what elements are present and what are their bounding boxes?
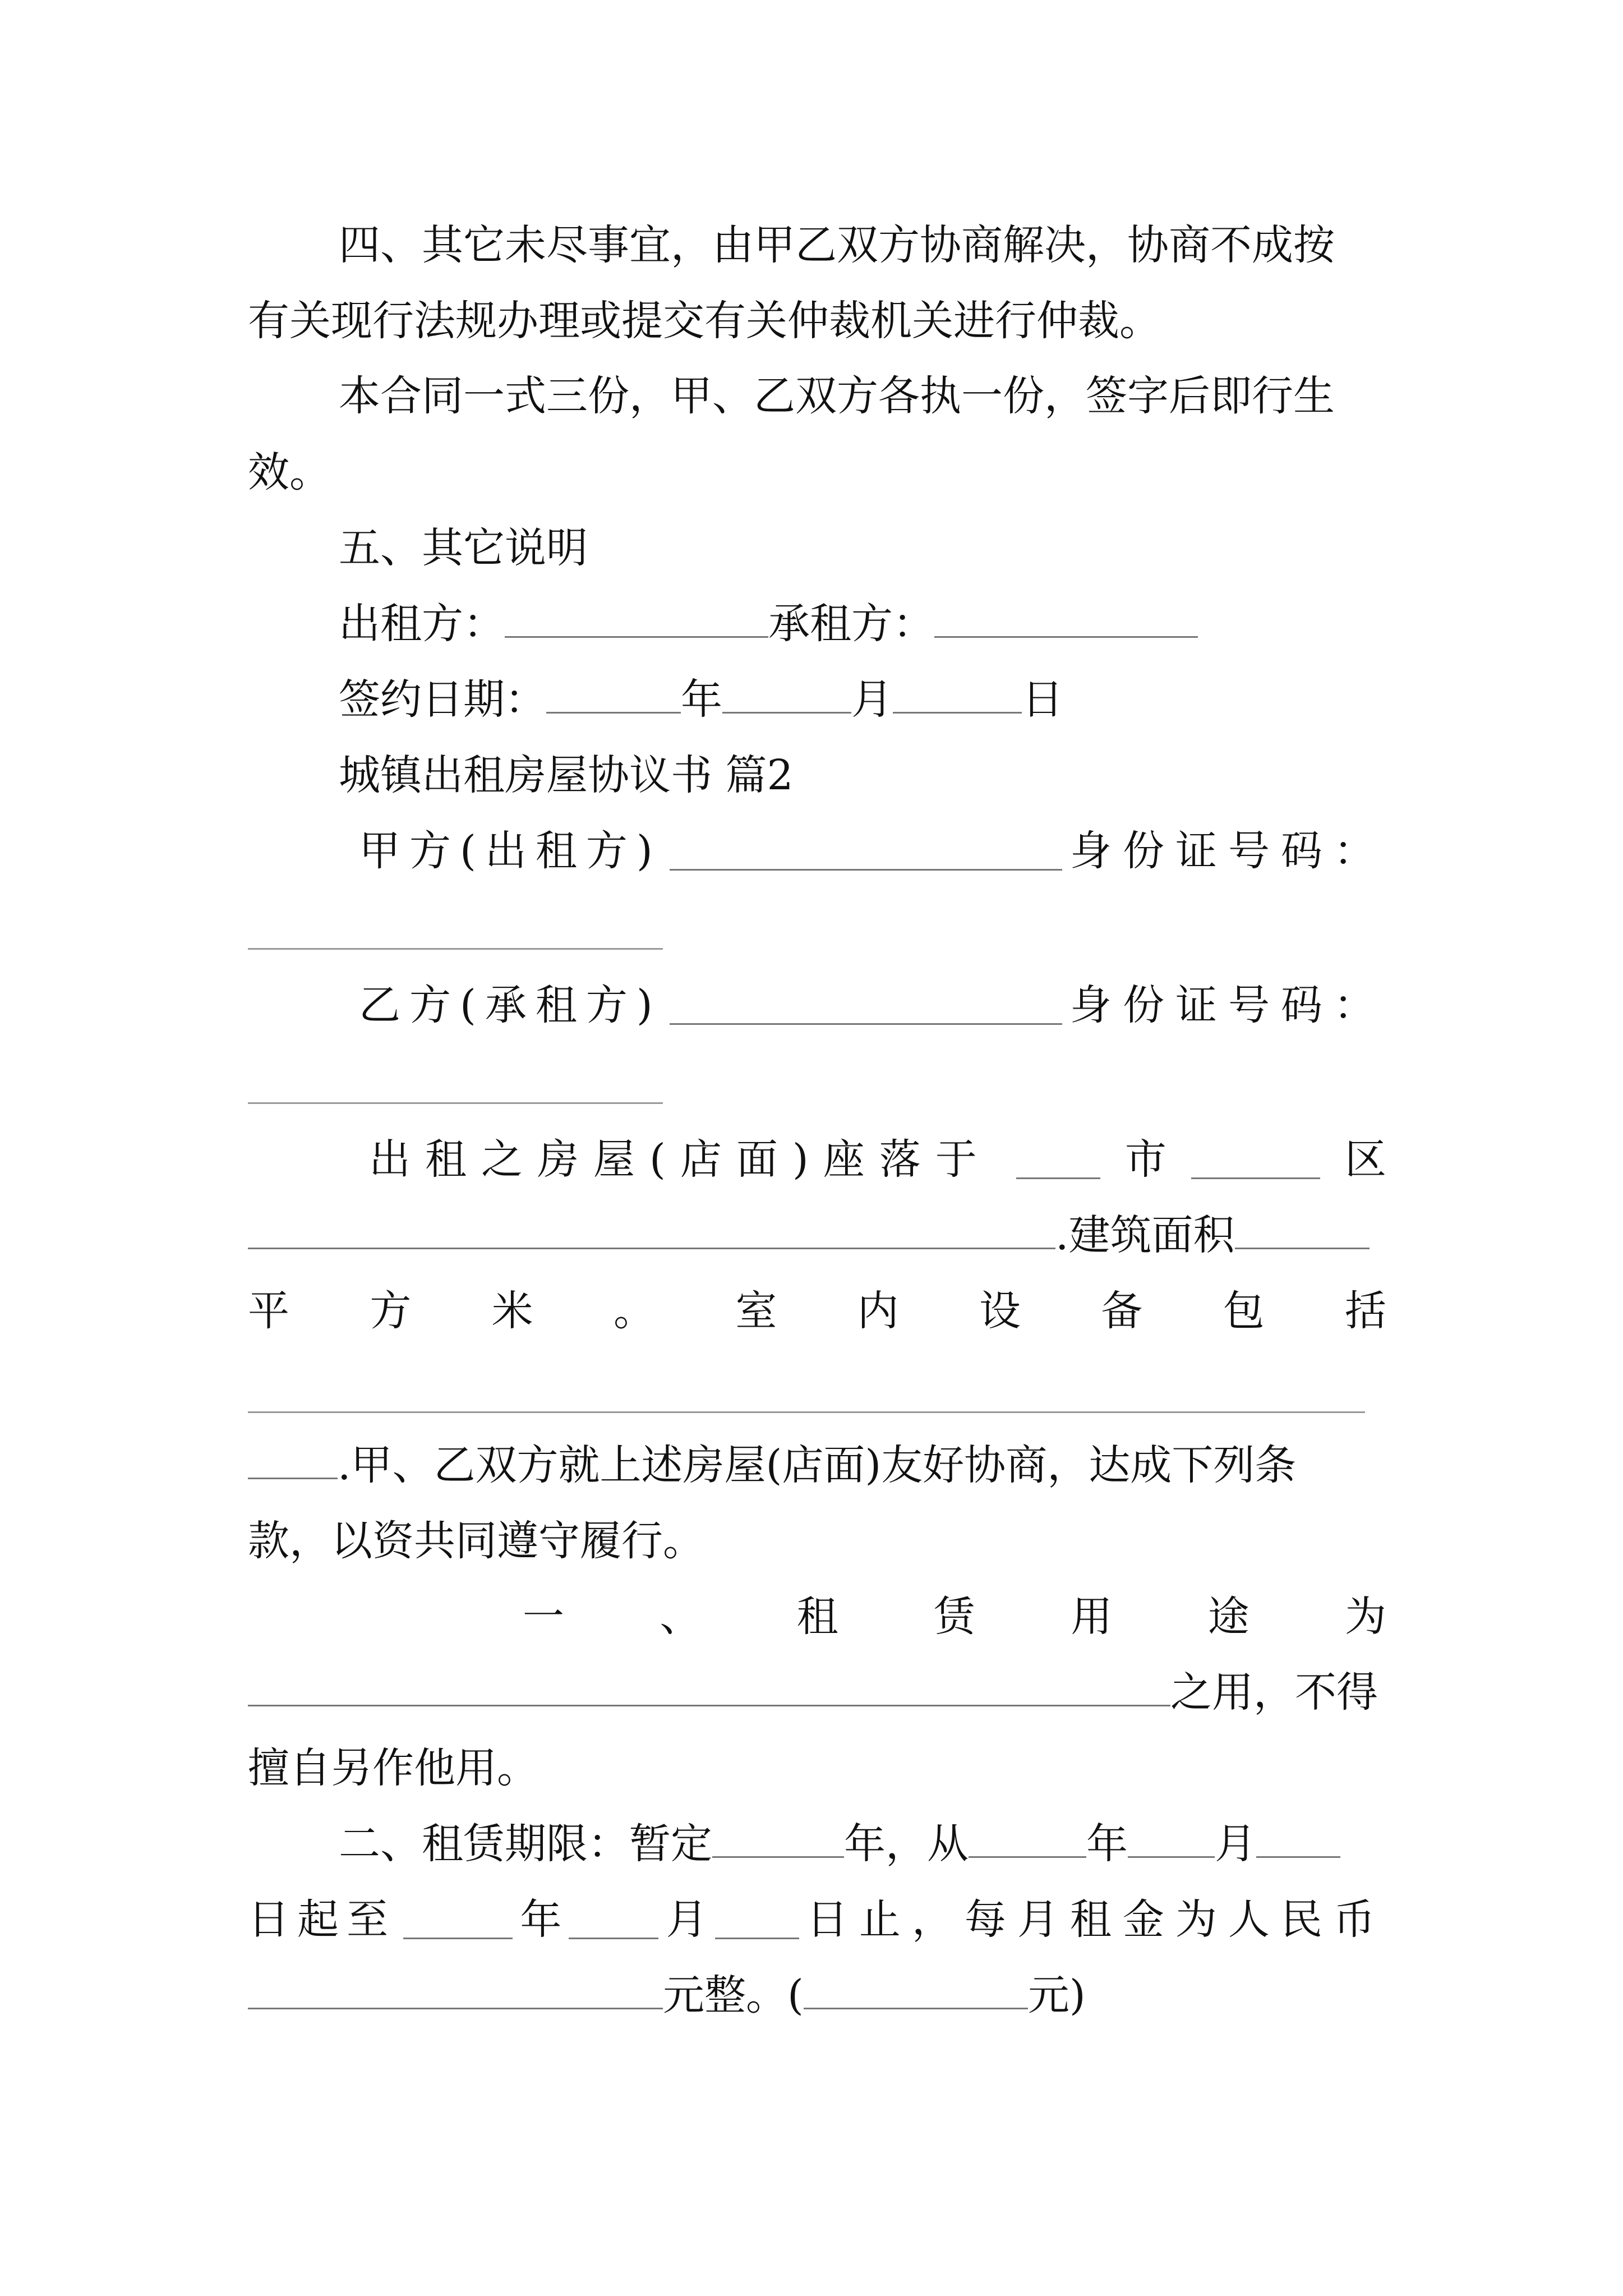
text-char: 用 (1071, 1593, 1113, 1641)
party-a-label: 甲方(出租方) (359, 827, 662, 875)
start-month-blank[interactable] (1128, 1819, 1215, 1858)
text-char: 途 (1207, 1593, 1249, 1641)
usage-text: 之用，不得 (1170, 1668, 1378, 1717)
text-char: 为 (1344, 1593, 1386, 1641)
section-title: 城镇出租房屋协议书 篇2 (339, 751, 794, 799)
text-char: 米 (491, 1287, 533, 1335)
text-char: 设 (979, 1287, 1021, 1335)
text-char: 一 (523, 1593, 564, 1641)
start-month-label: 月 (1215, 1820, 1256, 1868)
party-a-id-blank[interactable] (248, 948, 663, 950)
building-area-line (248, 1204, 1386, 1266)
term-from-label: 年，从 (844, 1820, 969, 1868)
signing-date-line (339, 669, 1386, 730)
text-char: 备 (1101, 1287, 1143, 1335)
party-b-id-label: 身份证号码： (1070, 981, 1386, 1029)
equipment-line (248, 1280, 1386, 1342)
city-label: 市 (1124, 1135, 1166, 1184)
text-char: 。 (613, 1287, 655, 1335)
city-blank[interactable] (1016, 1140, 1100, 1179)
text-char: 包 (1223, 1287, 1265, 1335)
party-a-line (359, 820, 1386, 882)
month-label: 月 (851, 675, 893, 724)
rent-digits-label: 元) (1027, 1971, 1086, 2019)
month-blank[interactable] (722, 675, 851, 714)
text-char: 租 (796, 1593, 838, 1641)
start-year-blank[interactable] (969, 1819, 1086, 1858)
negotiation-text: .甲、乙双方就上述房屋(店面)友好协商，达成下列条 (338, 1441, 1297, 1489)
lessor-label: 出租方： (339, 600, 505, 648)
clause-four-line-2: 有关现行法规办理或提交有关仲裁机关进行仲裁。 (248, 297, 1161, 345)
end-from-label: 日起至 (248, 1895, 396, 1944)
signing-date-label: 签约日期： (339, 675, 546, 724)
lease-term-label: 二、租赁期限：暂定 (339, 1820, 712, 1868)
text-char: 、 (660, 1593, 702, 1641)
lease-end-line (248, 1889, 1386, 1950)
party-b-id-blank[interactable] (248, 1102, 663, 1104)
building-area-label: .建筑面积 (1055, 1211, 1235, 1259)
clause-four-line-1: 四、其它未尽事宜，由甲乙双方协商解决，协商不成按 (339, 221, 1335, 269)
clause-five-heading: 五、其它说明 (339, 524, 588, 572)
negotiation-line (248, 1434, 1386, 1496)
monthly-rent-label: 日止，每月租金为人民币 (806, 1895, 1386, 1944)
area-blank[interactable] (1235, 1211, 1370, 1249)
day-label: 日 (1022, 675, 1063, 724)
end-year-blank[interactable] (403, 1901, 513, 1939)
rent-amount-line (248, 1964, 1386, 2026)
property-location-line (369, 1129, 1386, 1190)
lessee-blank[interactable] (934, 599, 1198, 638)
lease-term-line (339, 1813, 1386, 1875)
end-month-label: 月 (666, 1895, 708, 1944)
end-day-blank[interactable] (715, 1901, 799, 1939)
party-a-name-blank[interactable] (670, 832, 1062, 871)
lessee-label: 承租方： (768, 600, 934, 648)
copies-line-2: 效。 (248, 448, 331, 496)
clause-one-line (523, 1586, 1386, 1648)
copies-line-1: 本合同一式三份，甲、乙双方各执一份，签字后即行生 (339, 372, 1335, 420)
property-location-label: 出租之房屋(店面)座落于 (369, 1135, 992, 1184)
rent-words-label: 元整。( (663, 1971, 804, 2019)
lessor-blank[interactable] (505, 599, 768, 638)
end-year-label: 年 (520, 1895, 562, 1944)
party-a-id-label: 身份证号码： (1070, 827, 1386, 875)
start-day-blank[interactable] (1256, 1819, 1340, 1858)
year-blank[interactable] (546, 675, 681, 714)
equipment-tail-blank[interactable] (248, 1441, 338, 1479)
year-label: 年 (681, 675, 722, 724)
negotiation-line-2: 款，以资共同遵守履行。 (248, 1517, 704, 1565)
text-char: 赁 (933, 1593, 975, 1641)
start-year-label: 年 (1086, 1820, 1128, 1868)
party-b-name-blank[interactable] (670, 986, 1062, 1025)
text-char: 括 (1344, 1287, 1386, 1335)
equipment-blank[interactable] (248, 1411, 1365, 1413)
text-char: 内 (857, 1287, 899, 1335)
text-char: 方 (370, 1287, 412, 1335)
address-blank[interactable] (248, 1211, 1055, 1249)
term-years-blank[interactable] (712, 1819, 844, 1858)
district-blank[interactable] (1191, 1140, 1320, 1179)
party-b-label: 乙方(承租方) (359, 981, 662, 1029)
usage-line (248, 1662, 1386, 1723)
text-char: 室 (735, 1287, 777, 1335)
rent-digits-blank[interactable] (804, 1971, 1028, 2009)
district-label: 区 (1345, 1135, 1386, 1184)
party-b-line (359, 974, 1386, 1036)
end-month-blank[interactable] (569, 1901, 658, 1939)
signature-line (339, 593, 1386, 655)
usage-blank[interactable] (248, 1668, 1170, 1706)
text-char: 平 (248, 1287, 289, 1335)
day-blank[interactable] (893, 675, 1022, 714)
rent-words-blank[interactable] (248, 1971, 663, 2009)
usage-line-2: 擅自另作他用。 (248, 1744, 538, 1792)
